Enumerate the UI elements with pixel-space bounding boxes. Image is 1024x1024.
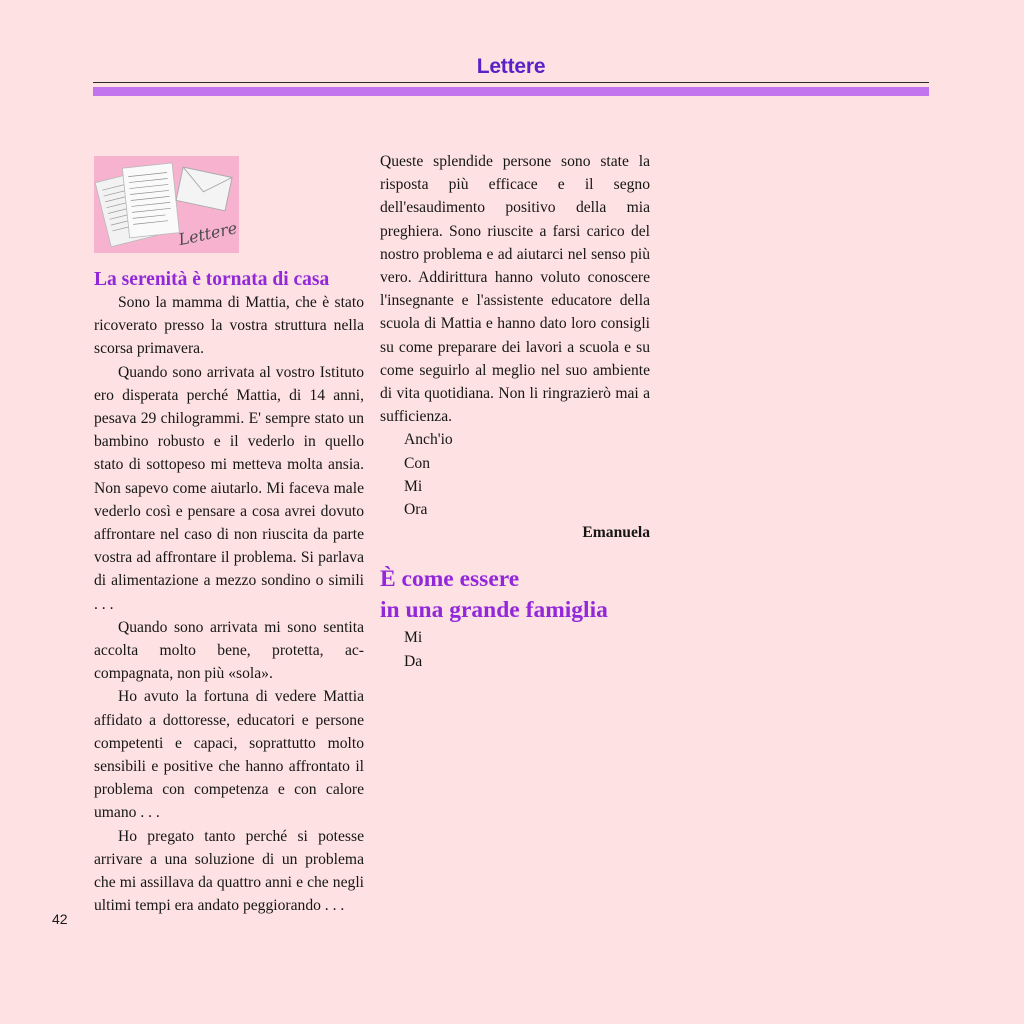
column-1 xyxy=(94,150,364,917)
letters-thumbnail xyxy=(94,156,239,253)
section-title: Lettere xyxy=(476,55,546,78)
letter1-paragraph-1: Sono la mamma di Mattia, che è stato ricoverato presso la vostra struttura nella scorsa primavera. xyxy=(94,294,364,358)
letter2-headline-line-2: in una grande famiglia xyxy=(380,597,608,624)
letter2-paragraph-2: Da xyxy=(404,652,423,670)
thumbnail-caption xyxy=(94,156,239,253)
letter1-paragraph-9: Ora xyxy=(404,501,428,519)
letter1-paragraph-3: Quando sono arrivata mi sono sentita accolta molto bene, protetta, accompagnata, non più «sola». xyxy=(94,618,364,683)
letter1-paragraph-8: Mi xyxy=(404,477,423,495)
svg-text:Lettere: Lettere xyxy=(176,218,239,250)
column-2 xyxy=(380,150,650,673)
letter2-headline-line-1: È come essere xyxy=(380,566,520,593)
letter1-paragraph-2: Quando sono arrivata al vostro Istituto ero disperata perché Mattia, di 14 anni, pesava 29 chilogrammi. E' sempre stato un bambino robusto e il vederlo in quello stato di sottopeso mi metteva molta ansia. Non sapevo come aiutarlo. Mi faceva male vederlo così e pensare a cosa avrei dovuto affrontare nel caso di non riuscita da parte vostra ad affrontare il problema. Si parlava di alimentazione a mezzo sondino o simili . . . xyxy=(94,363,364,613)
letter1-signature: Emanuela xyxy=(582,524,650,542)
letter1-paragraph-7: Con xyxy=(404,454,430,472)
header-rule-thin xyxy=(93,82,929,83)
letter1-headline: La serenità è tornata di casa xyxy=(94,269,330,290)
letter1-paragraph-5: Ho pregato tanto perché si potesse arrivare a una soluzione di un problema che mi assillava da quattro anni e che negli ultimi tempi era andato peggiorando . . . xyxy=(94,827,364,915)
letter2-headline xyxy=(380,564,650,626)
letter1-paragraph-6: Anch'io xyxy=(404,431,453,449)
letter1-paragraph-4: Ho avuto la fortuna di vedere Mattia affidato a dottoresse, educatori e persone competenti e capaci, soprattutto molto sensibili e positive che hanno affrontato il problema con competenza e con calore umano . . . xyxy=(94,688,364,822)
letter2-paragraph-1: Mi xyxy=(404,629,423,647)
page-number: 42 xyxy=(52,911,68,927)
letter1-paragraph-5-cont: Queste splendide persone sono state la risposta più efficace e il segno dell'esaudimento positivo della mia preghiera. Sono riuscite a farsi carico del nostro problema e ad aiutarci nel senso più vero. Addirittura hanno voluto conoscere l'insegnante e l'assistente educatore della scuola di Mattia e hanno dato loro consigli su come preparare dei lavori a scuola e su come seguirlo al meglio nel suo ambiente di vita quotidiana. Non li ringrazierò mai a sufficienza. xyxy=(380,153,650,426)
header-rule-thick xyxy=(93,87,929,96)
